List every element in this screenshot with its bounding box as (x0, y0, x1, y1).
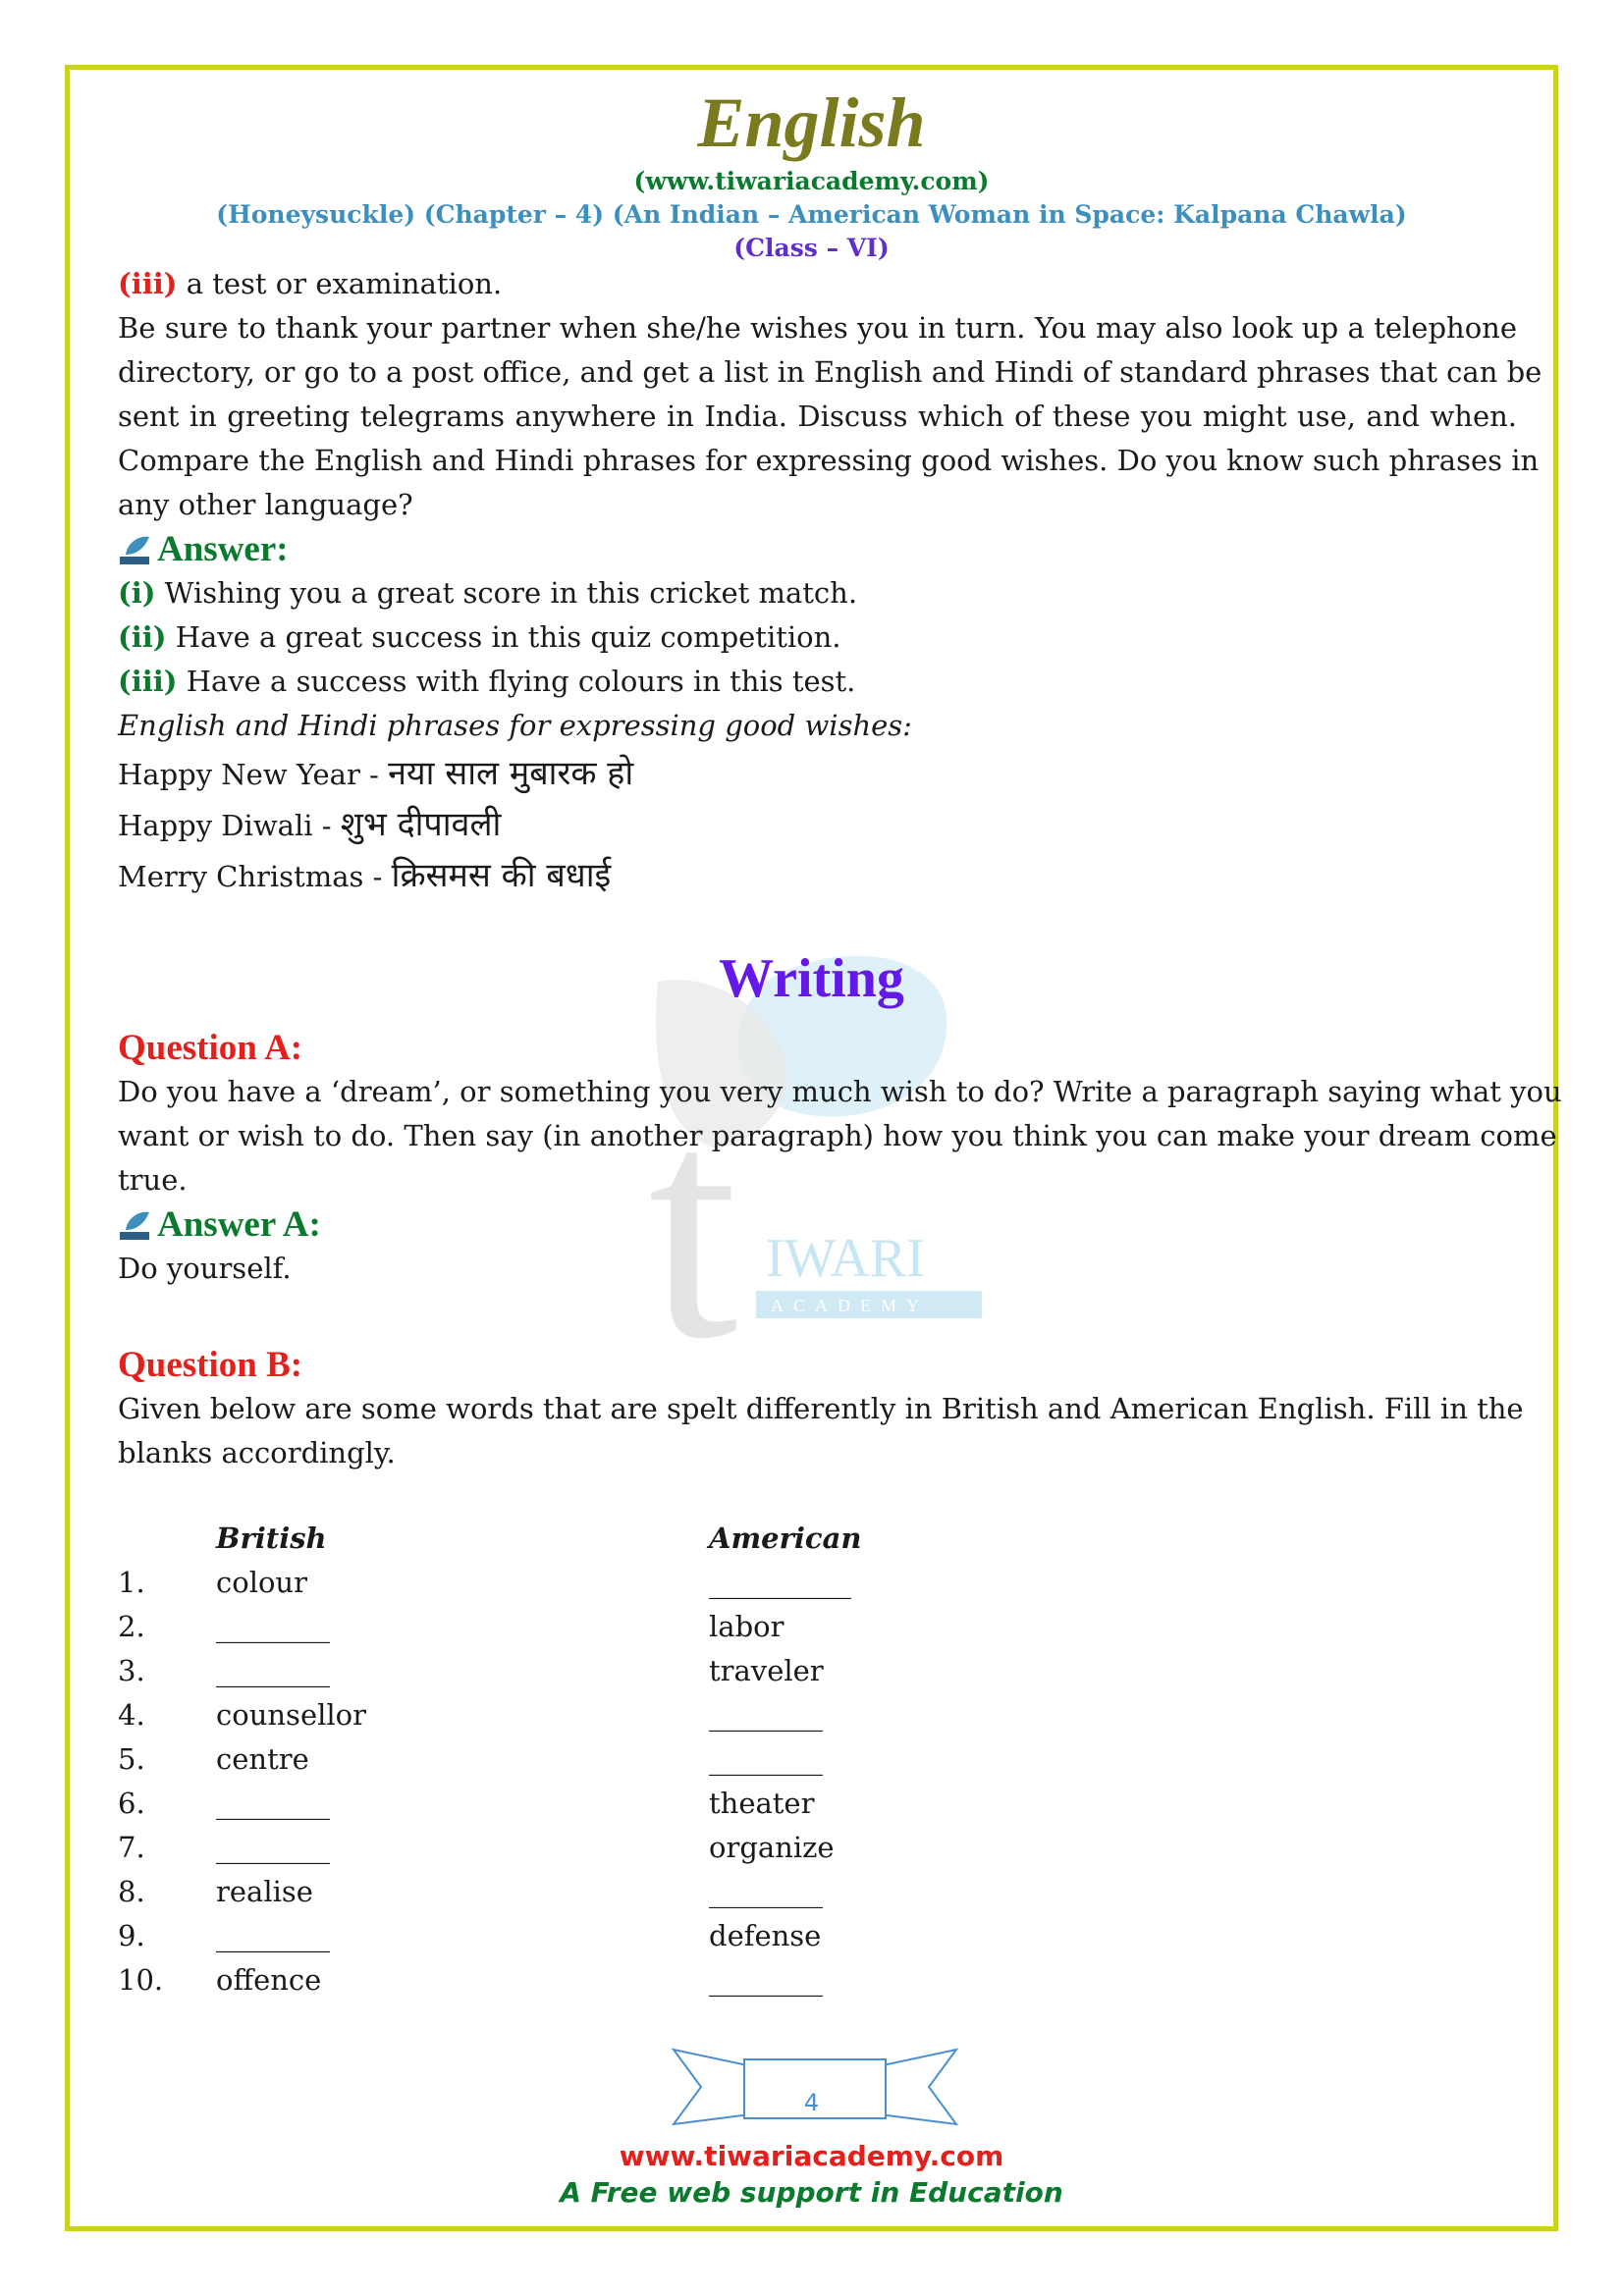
header-chapter: (Honeysuckle) (Chapter – 4) (An Indian – American Woman in Space: Kalpana Chawla) (216, 200, 1407, 229)
answer-a-heading: Answer A: (118, 1202, 1517, 1247)
item-text: a test or examination. (177, 267, 503, 300)
answer-item-number: (iii) (118, 665, 178, 698)
table-row: 7. ________ organize (118, 1831, 835, 1864)
writing-heading: Writing (719, 948, 904, 1009)
phrases-heading: English and Hindi phrases for expressing good wishes: (118, 709, 912, 742)
column-header-british: British (216, 1522, 327, 1555)
phrase-row (118, 799, 1517, 850)
footer-tagline: A Free web support in Education (560, 2176, 1063, 2209)
phrase-english: Happy New Year - (118, 758, 389, 791)
column-header-american: American (709, 1522, 862, 1555)
question-b-block (118, 1343, 1524, 1475)
phrase-english: Merry Christmas - (118, 860, 392, 893)
tiwari-logo-icon (118, 1208, 151, 1242)
header-class: (Class – VI) (733, 234, 890, 262)
footer-url[interactable]: www.tiwariacademy.com (619, 2140, 1004, 2172)
table-row: 5. centre ________ (118, 1742, 823, 1776)
question-a-line: want or wish to do. Then say (in another paragraph) how you think you can make your dream come (118, 1119, 1557, 1152)
table-header-row (118, 1517, 1100, 1561)
para-line: sent in greeting telegrams anywhere in India. Discuss which of these you might use, and when. (118, 400, 1517, 433)
table-row: 9. ________ defense (118, 1919, 822, 1952)
table-row: 6. ________ theater (118, 1787, 815, 1820)
page-title: English (697, 83, 926, 162)
answer-item-text: Have a success with flying colours in this test. (177, 665, 856, 698)
phrase-row (118, 748, 1517, 799)
answer-item-number: (ii) (118, 620, 167, 654)
question-a-line: true. (118, 1163, 188, 1197)
table-row: 10. offence ________ (118, 1963, 823, 1997)
table-row: 2. ________ labor (118, 1610, 784, 1643)
watermark-brand: IWARI (766, 1228, 925, 1289)
question-a-block (118, 1026, 1562, 1291)
item-number: (iii) (118, 267, 178, 300)
spelling-table (118, 1517, 1100, 2002)
question-a-line: Do you have a ‘dream’, or something you very much wish to do? Write a paragraph saying what you (118, 1075, 1562, 1108)
table-row: 8. realise ________ (118, 1875, 823, 1908)
table-row: 3. ________ traveler (118, 1654, 824, 1687)
phrase-row (118, 850, 1517, 901)
table-row: 1. colour __________ (118, 1566, 851, 1599)
para-line: any other language? (118, 488, 413, 521)
answer-item (118, 660, 1517, 704)
prev-item (118, 262, 1517, 306)
page-number: 4 (803, 2089, 820, 2116)
answer-item-text: Wishing you a great score in this cricket match. (155, 576, 858, 610)
answer-item-text: Have a great success in this quiz competition. (166, 620, 841, 654)
answer-item (118, 571, 1517, 615)
table-row: 4. counsellor ________ (118, 1698, 823, 1732)
para-line: Be sure to thank your partner when she/he wishes you in turn. You may also look up a telephone (118, 311, 1517, 345)
answer-item-number: (i) (118, 576, 156, 610)
question-b-line: blanks accordingly. (118, 1436, 396, 1469)
para-line: directory, or go to a post office, and get a list in English and Hindi of standard phrases that can be (118, 355, 1542, 389)
tiwari-logo-icon (118, 533, 151, 566)
watermark-letter: t (648, 1047, 738, 1355)
phrase-hindi: नया साल मुबारक हो (388, 754, 634, 793)
header-website: (www.tiwariacademy.com) (633, 167, 990, 195)
phrase-english: Happy Diwali - (118, 809, 341, 842)
question-a-heading: Question A: (118, 1028, 303, 1068)
answer-heading: Answer: (118, 527, 1517, 571)
prev-question-block (118, 262, 1542, 901)
question-b-line: Given below are some words that are spelt differently in British and American English. Fill in the (118, 1392, 1524, 1425)
question-b-heading: Question B: (118, 1345, 303, 1385)
answer-a-text: Do yourself. (118, 1252, 292, 1285)
answer-item (118, 615, 1517, 660)
phrase-hindi: शुभ दीपावली (340, 805, 502, 844)
watermark-sub: ACADEMY (771, 1296, 930, 1315)
para-line: Compare the English and Hindi phrases for expressing good wishes. Do you know such phrases in (118, 444, 1540, 477)
phrase-hindi: क्रिसमस की बधाई (391, 856, 612, 895)
page-number-ribbon (668, 2042, 962, 2130)
